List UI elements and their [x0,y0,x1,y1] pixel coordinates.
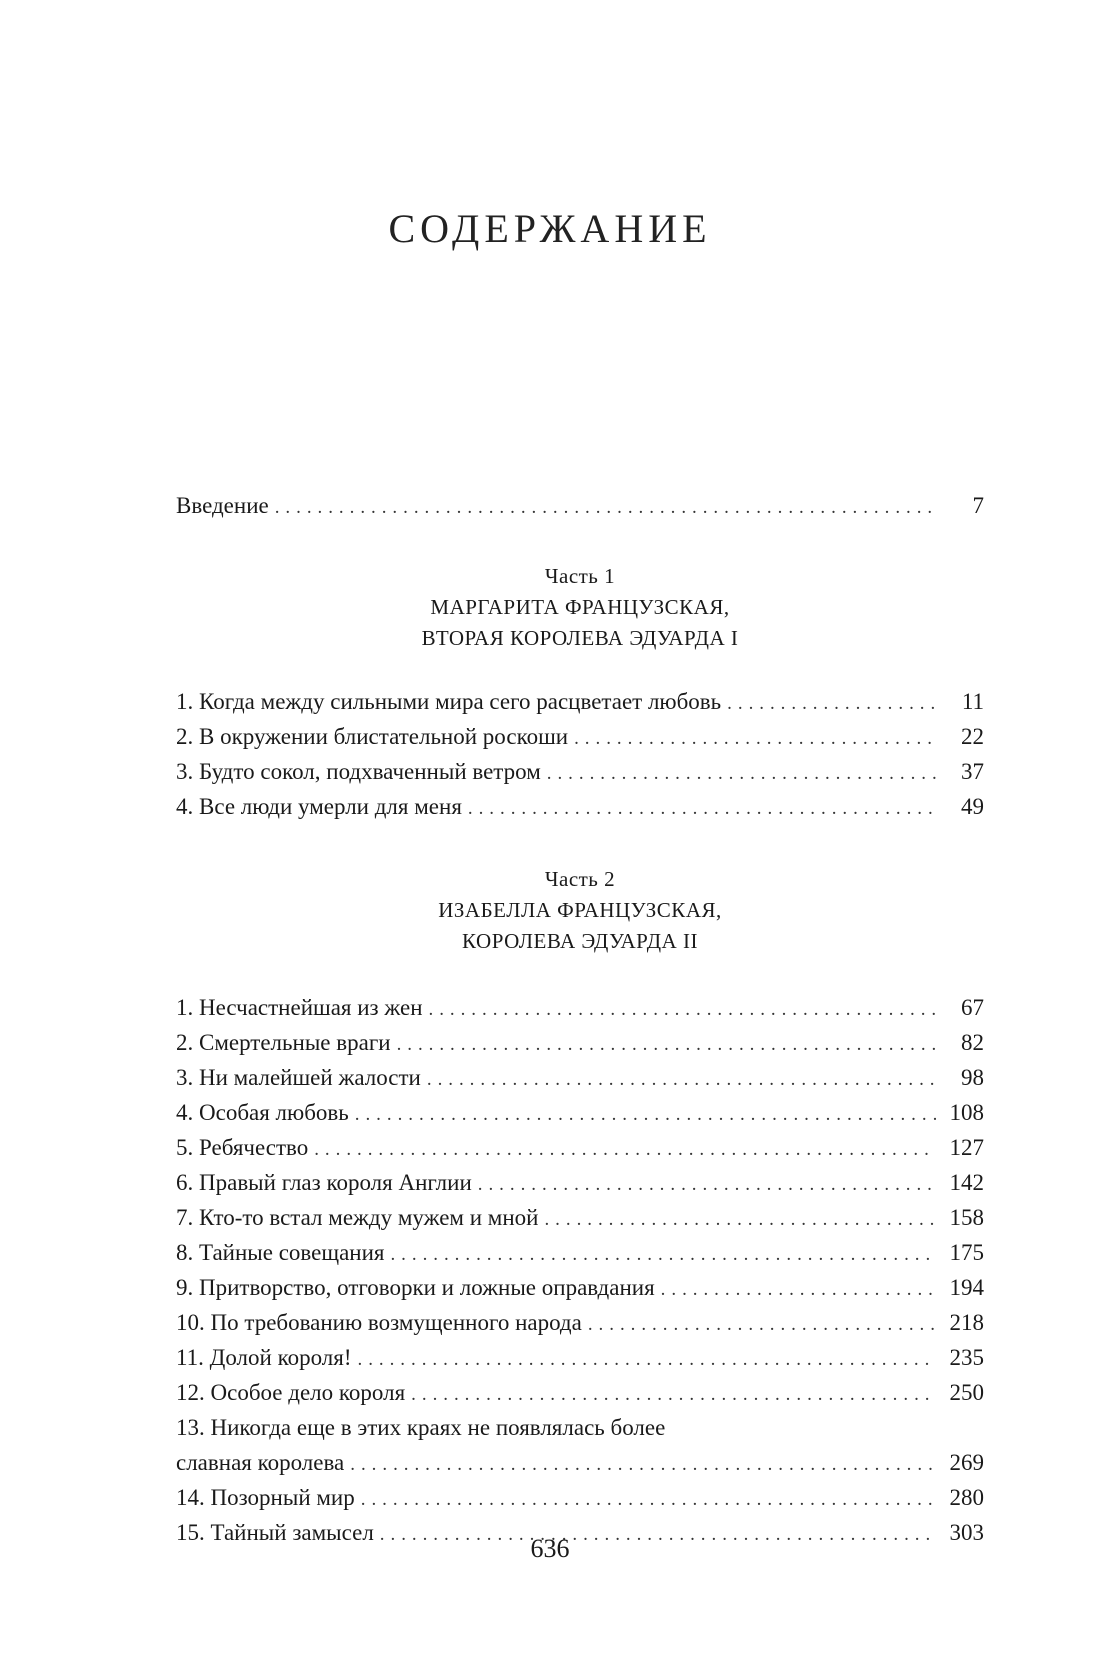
toc-entry[interactable] [176,1480,984,1515]
page-number: 636 [530,1534,570,1563]
page-title: СОДЕРЖАНИЕ [388,205,712,251]
entry-title: 7. Кто-то встал между мужем и мной [176,1205,539,1230]
entry-title: 1. Когда между сильными мира сего расцветает любовь [176,689,722,714]
dot-leader [350,1447,936,1482]
entry-title: 10. По требованию возмущенного народа [176,1310,582,1335]
entry-page: 235 [949,1345,984,1370]
entry-page: 67 [961,995,984,1020]
toc-entry[interactable] [176,1200,984,1235]
entry-title: 4. Все люди умерли для меня [176,794,462,819]
toc-entry-continuation[interactable] [176,1445,984,1480]
dot-leader [397,1027,936,1062]
dot-leader [429,992,937,1027]
dot-leader [574,721,936,756]
part-title-line1: ИЗАБЕЛЛА ФРАНЦУЗСКАЯ, [438,898,722,922]
entry-title: 2. В окружении блистательной роскоши [176,724,569,749]
entry-page: 280 [949,1485,984,1510]
toc-entry-first-line[interactable] [176,1410,984,1445]
dot-leader [358,1342,937,1377]
entry-title: 14. Позорный мир [176,1485,355,1510]
entry-title: 9. Притворство, отговорки и ложные оправдания [176,1275,655,1300]
dot-leader [478,1167,936,1202]
entry-page: 11 [961,689,984,714]
entry-page: 82 [961,1030,984,1055]
toc-entry[interactable] [176,684,984,719]
part-heading-1 [176,561,984,654]
toc-entry[interactable] [176,1305,984,1340]
entry-page: 37 [961,759,984,784]
dot-leader [411,1377,936,1412]
part-title-line1: МАРГАРИТА ФРАНЦУЗСКАЯ, [430,595,730,619]
entry-page: 98 [961,1065,984,1090]
entry-title: 5. Ребячество [176,1135,309,1160]
entry-title: 13. Никогда еще в этих краях не появлялась более [176,1415,666,1440]
dot-leader [275,490,936,525]
dot-leader [727,686,936,721]
dot-leader [544,1202,936,1237]
dot-leader [661,1272,936,1307]
entry-title: 3. Будто сокол, подхваченный ветром [176,759,541,784]
entry-page: 269 [949,1450,984,1475]
entry-page: 49 [961,794,984,819]
toc-entry[interactable] [176,719,984,754]
dot-leader [427,1062,936,1097]
part-label: Часть 2 [544,867,616,891]
part-label: Часть 1 [544,564,616,588]
entry-title: 15. Тайный замысел [176,1520,374,1545]
part-title-line2: КОРОЛЕВА ЭДУАРДА II [462,929,698,953]
toc-entry[interactable] [176,1235,984,1270]
table-of-contents [176,488,984,1550]
dot-leader [355,1097,936,1132]
entry-title: 4. Особая любовь [176,1100,349,1125]
entry-title-continued: славная королева [176,1450,345,1475]
dot-leader [390,1237,936,1272]
entry-page: 142 [949,1170,984,1195]
dot-leader [547,756,936,791]
toc-entry[interactable] [176,1025,984,1060]
part-heading-2 [176,864,984,957]
part-title-line2: ВТОРАЯ КОРОЛЕВА ЭДУАРДА I [421,626,739,650]
toc-entry[interactable] [176,1095,984,1130]
entry-title: 1. Несчастнейшая из жен [176,995,423,1020]
entry-title: 3. Ни малейшей жалости [176,1065,421,1090]
entry-page: 250 [949,1380,984,1405]
toc-entry[interactable] [176,1165,984,1200]
toc-entry[interactable] [176,1060,984,1095]
entry-page: 108 [949,1100,984,1125]
entry-title: 2. Смертельные враги [176,1030,391,1055]
entry-page: 22 [961,724,984,749]
toc-entry[interactable] [176,1130,984,1165]
entry-page: 127 [949,1135,984,1160]
toc-entry-introduction[interactable] [176,488,984,523]
entry-page: 303 [949,1520,984,1545]
entry-title: 6. Правый глаз короля Англии [176,1170,472,1195]
dot-leader [588,1307,936,1342]
toc-entry[interactable] [176,990,984,1025]
toc-entry[interactable] [176,1375,984,1410]
toc-entry[interactable] [176,1340,984,1375]
entry-page: 158 [949,1205,984,1230]
toc-entry[interactable] [176,1270,984,1305]
toc-entry[interactable] [176,789,984,824]
entry-page: 218 [949,1310,984,1335]
toc-entry[interactable] [176,754,984,789]
entry-title: 11. Долой короля! [176,1345,352,1370]
dot-leader [314,1132,936,1167]
dot-leader [468,791,936,826]
entry-page: 194 [949,1275,984,1300]
dot-leader [361,1482,936,1517]
entry-title: 12. Особое дело короля [176,1380,406,1405]
entry-title: Введение [176,493,269,518]
entry-title: 8. Тайные совещания [176,1240,385,1265]
entry-page: 7 [972,493,984,518]
entry-page: 175 [949,1240,984,1265]
